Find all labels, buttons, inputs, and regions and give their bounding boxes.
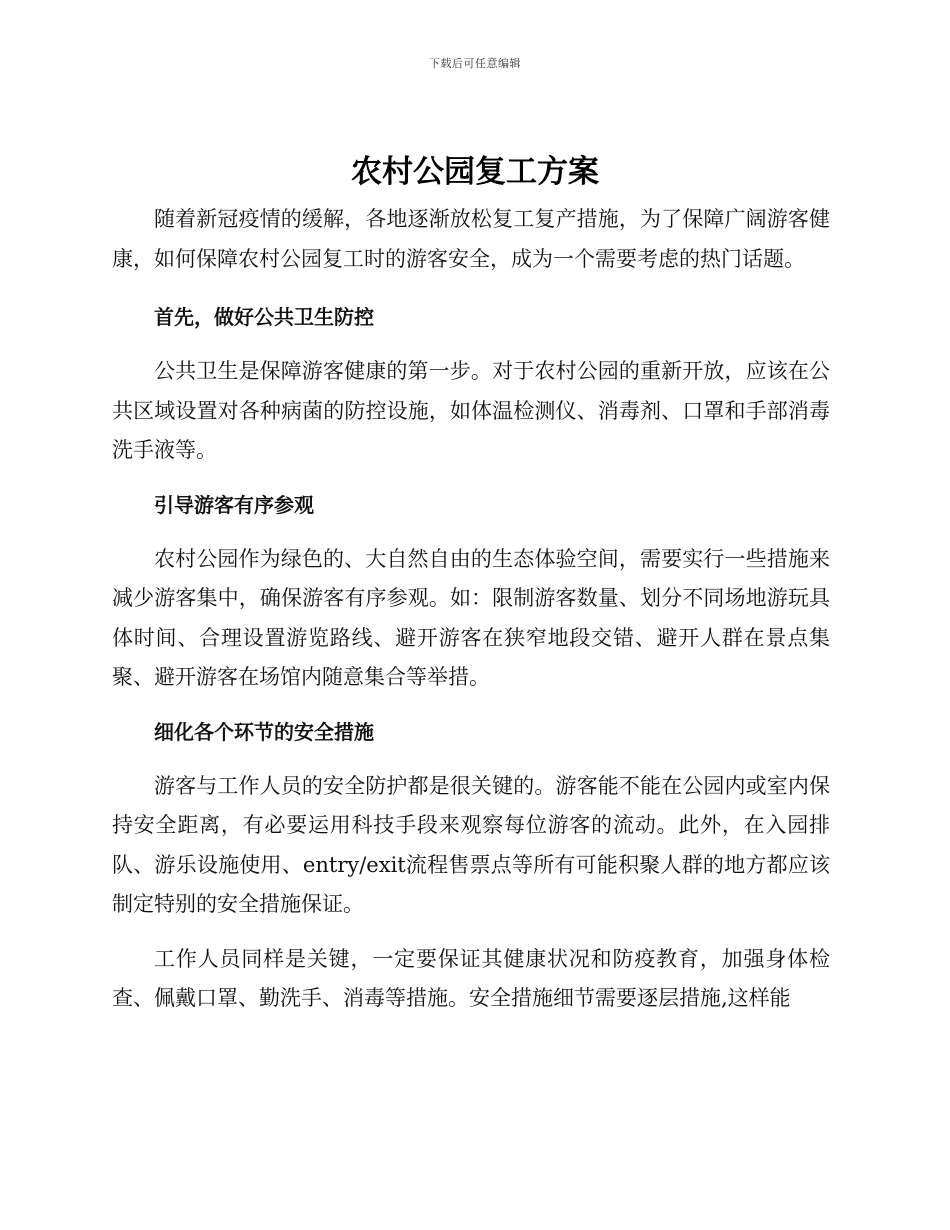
- section-heading-safety-measures: 细化各个环节的安全措施: [154, 719, 374, 744]
- section-heading-hygiene: 首先，做好公共卫生防控: [154, 305, 374, 329]
- header-note: 下载后可任意编辑: [429, 57, 521, 70]
- section-heading-visitor-guidance: 引导游客有序参观: [154, 492, 314, 517]
- paragraph-hygiene: 公共卫生是保障游客健康的第一步。对于农村公园的重新开放，应该在公共区域设置对各种病菌的防控设施，如体温检测仪、消毒剂、口罩和手部消毒洗手液等。: [112, 359, 830, 462]
- paragraph-visitor-guidance: 农村公园作为绿色的、大自然自由的生态体验空间，需要实行一些措施来减少游客集中，确保游客有序参观。如：限制游客数量、划分不同场地游玩具体时间、合理设置游览路线、避开游客在狭窄地段交错、避开人群在景点集聚、避开游客在场馆内随意集合等举措。: [112, 546, 830, 689]
- paragraph-staff-measures: 工作人员同样是关键，一定要保证其健康状况和防疫教育，加强身体检查、佩戴口罩、勤洗手、消毒等措施。安全措施细节需要逐层措施,这样能: [112, 946, 830, 1010]
- paragraph-safety-measures: 游客与工作人员的安全防护都是很关键的。游客能不能在公园内或室内保持安全距离，有必要运用科技手段来观察每位游客的流动。此外，在入园排队、游乐设施使用、entry/exit流程售票点等所有可能积聚人群的地方都应该制定特别的安全措施保证。: [112, 773, 830, 916]
- document-body: [112, 200, 830, 1019]
- page-title: 农村公园复工方案: [351, 154, 599, 190]
- intro-paragraph: 随着新冠疫情的缓解，各地逐渐放松复工复产措施，为了保障广阔游客健康，如何保障农村公园复工时的游客安全，成为一个需要考虑的热门话题。: [112, 207, 830, 271]
